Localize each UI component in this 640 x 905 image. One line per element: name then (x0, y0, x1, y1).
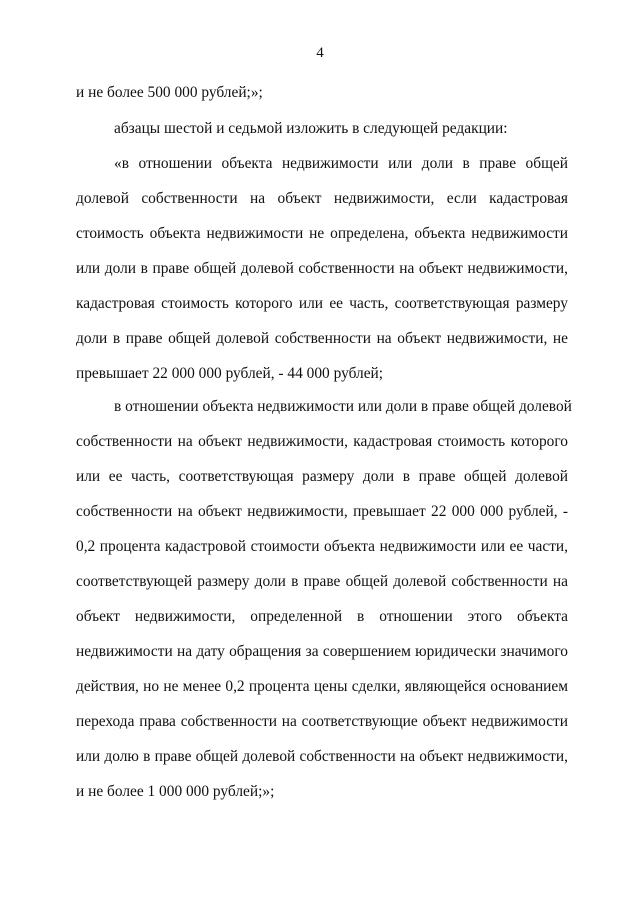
text-line: стоимость объекта недвижимости не определена, объекта недвижимости (76, 225, 568, 242)
text-line: объект недвижимости, определенной в отношении этого объекта (76, 608, 568, 625)
text-line: 0,2 процента кадастровой стоимости объекта недвижимости или ее части, (76, 538, 568, 555)
page-number: 4 (316, 45, 324, 61)
text-line: в отношении объекта недвижимости или доли в праве общей долевой (114, 398, 572, 415)
text-line: абзацы шестой и седьмой изложить в следующей редакции: (114, 120, 508, 137)
text-line: кадастровая стоимость которого или ее часть, соответствующая размеру (76, 295, 568, 312)
text-line: или долю в праве общей долевой собственности на объект недвижимости, (76, 748, 568, 765)
text-line: собственности на объект недвижимости, превышает 22 000 000 рублей, - (76, 503, 568, 520)
text-line: действия, но не менее 0,2 процента цены сделки, являющейся основанием (76, 678, 568, 695)
text-line: перехода права собственности на соответствующие объект недвижимости (76, 713, 568, 730)
text-line: превышает 22 000 000 рублей, - 44 000 рублей; (76, 365, 384, 382)
text-line: и не более 1 000 000 рублей;»; (76, 783, 275, 800)
text-line: соответствующей размеру доли в праве общей долевой собственности на (76, 573, 568, 590)
text-line: и не более 500 000 рублей;»; (76, 84, 263, 101)
text-line: доли в праве общей долевой собственности на объект недвижимости, не (76, 330, 568, 347)
text-line: собственности на объект недвижимости, кадастровая стоимость которого (76, 433, 568, 450)
text-line: недвижимости на дату обращения за совершением юридически значимого (76, 643, 568, 660)
text-line: долевой собственности на объект недвижимости, если кадастровая (76, 190, 568, 207)
text-line: или ее часть, соответствующая размеру доли в праве общей долевой (76, 468, 568, 485)
text-line: или доли в праве общей долевой собственности на объект недвижимости, (76, 260, 568, 277)
text-line: «в отношении объекта недвижимости или доли в праве общей (114, 155, 568, 172)
